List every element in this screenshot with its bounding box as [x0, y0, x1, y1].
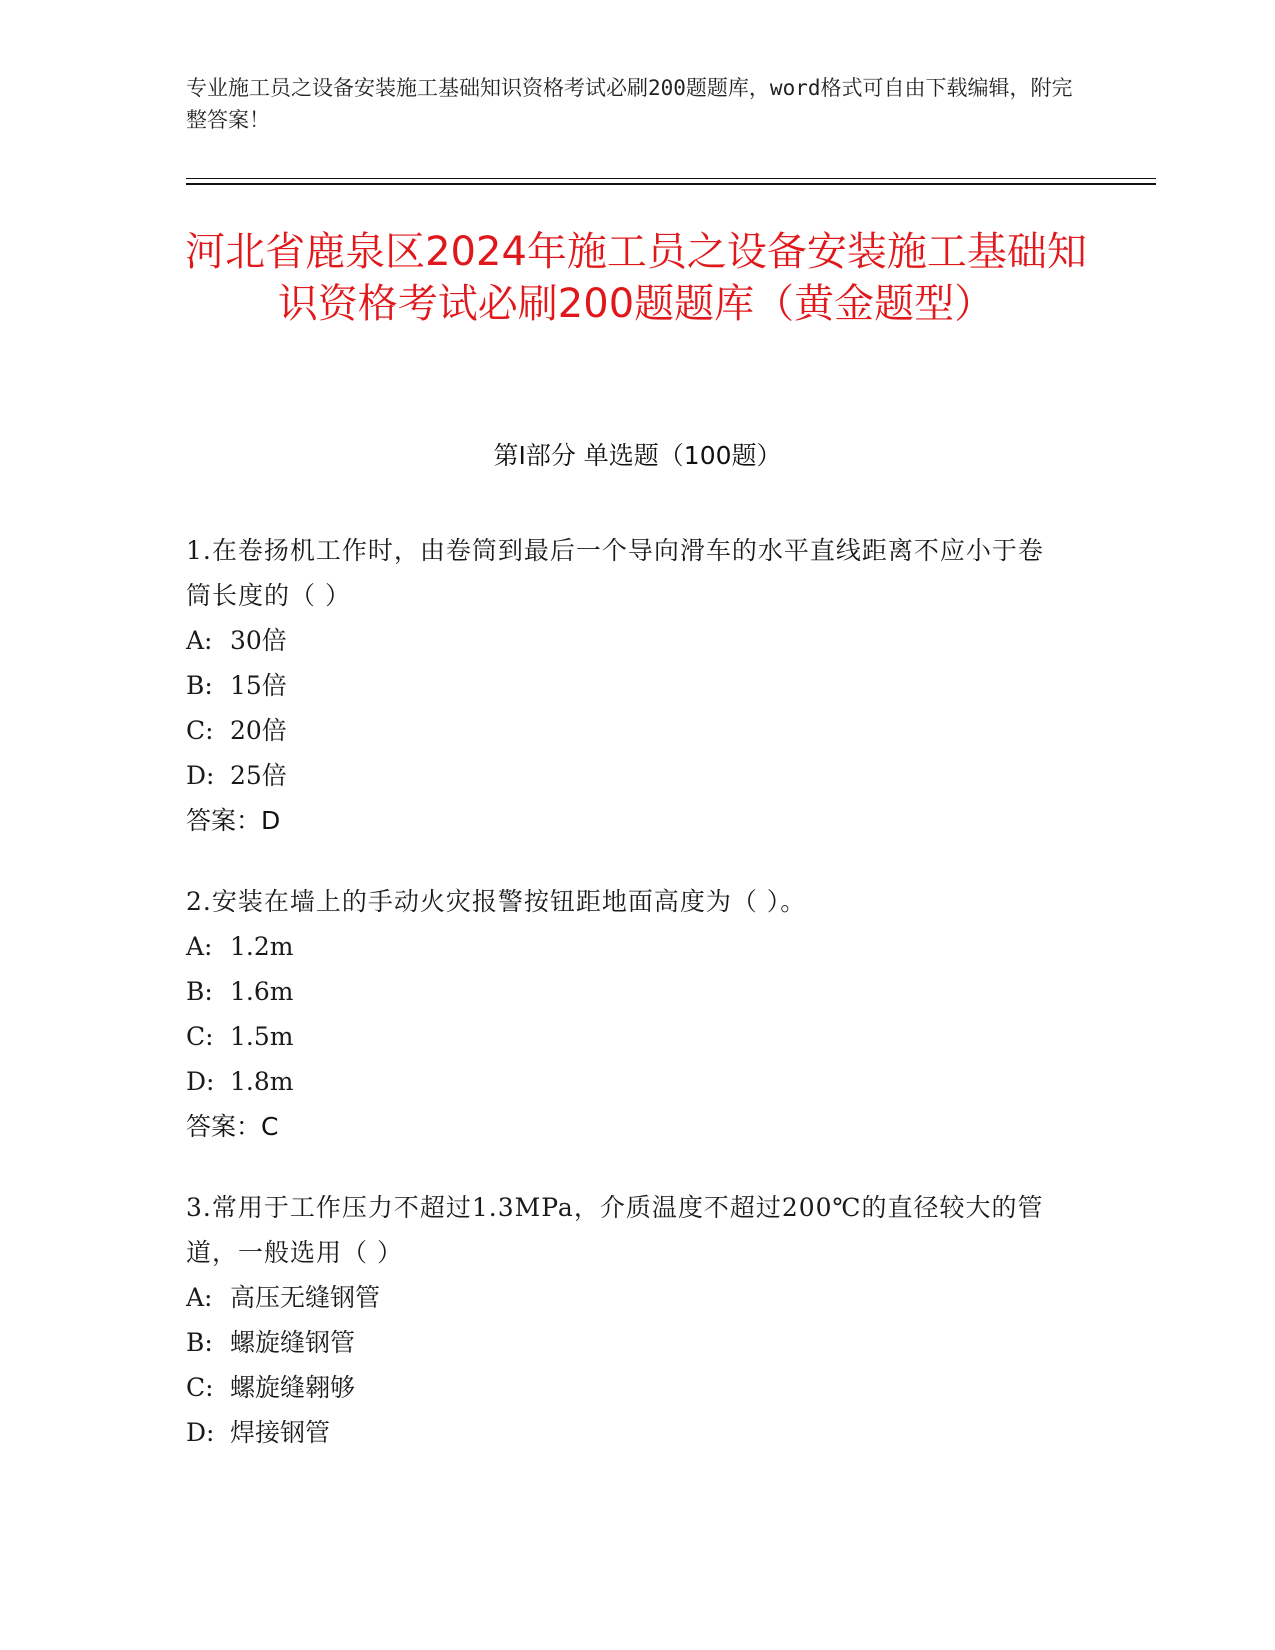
option-d — [186, 1410, 1066, 1455]
question-item — [186, 528, 1066, 843]
option-letter: D: — [186, 1067, 215, 1096]
header-note: 专业施工员之设备安装施工基础知识资格考试必刷200题题库，word格式可自由下载编辑，附完整答案！ — [186, 76, 1073, 132]
option-text: 30倍 — [230, 626, 287, 655]
option-c — [186, 1014, 1066, 1059]
question-list — [186, 528, 1066, 1491]
document-title: 河北省鹿泉区2024年施工员之设备安装施工基础知识资格考试必刷200题题库（黄金题型） — [185, 229, 1087, 327]
question-stem: 3.常用于工作压力不超过1.3MPa，介质温度不超过200℃的直径较大的管道，一般选用（ ） — [186, 1193, 1044, 1267]
option-letter: B: — [186, 1328, 213, 1357]
option-text: 焊接钢管 — [230, 1418, 331, 1447]
option-text: 25倍 — [230, 761, 287, 790]
option-letter: A: — [186, 932, 213, 961]
option-letter: D: — [186, 761, 215, 790]
option-a — [186, 1275, 1066, 1320]
option-text: 20倍 — [230, 716, 287, 745]
option-text: 15倍 — [230, 671, 287, 700]
option-text: 螺旋缝翱够 — [230, 1373, 356, 1402]
option-a — [186, 618, 1066, 663]
option-text: 1.5m — [230, 1022, 294, 1051]
header-divider-thin — [186, 178, 1156, 179]
option-b — [186, 969, 1066, 1014]
option-d — [186, 1059, 1066, 1104]
option-d — [186, 753, 1066, 798]
option-text: 1.8m — [230, 1067, 294, 1096]
header-divider-thick — [186, 183, 1156, 185]
answer-line: 答案：C — [186, 1112, 279, 1141]
option-letter: B: — [186, 671, 213, 700]
option-text: 1.6m — [230, 977, 294, 1006]
answer-line: 答案：D — [186, 806, 281, 835]
option-letter: C: — [186, 1022, 214, 1051]
option-a — [186, 924, 1066, 969]
option-letter: C: — [186, 1373, 214, 1402]
option-letter: D: — [186, 1418, 215, 1447]
option-text: 1.2m — [230, 932, 294, 961]
option-b — [186, 1320, 1066, 1365]
question-item — [186, 879, 1066, 1149]
question-stem: 1.在卷扬机工作时，由卷筒到最后一个导向滑车的水平直线距离不应小于卷筒长度的（ ） — [186, 536, 1044, 610]
option-c — [186, 708, 1066, 753]
option-c — [186, 1365, 1066, 1410]
question-stem: 2.安装在墙上的手动火灾报警按钮距地面高度为（ ）。 — [186, 887, 807, 916]
option-letter: B: — [186, 977, 213, 1006]
option-text: 高压无缝钢管 — [230, 1283, 381, 1312]
option-b — [186, 663, 1066, 708]
option-letter: A: — [186, 1283, 213, 1312]
section-heading: 第I部分 单选题（100题） — [493, 441, 782, 470]
option-text: 螺旋缝钢管 — [230, 1328, 356, 1357]
option-letter: A: — [186, 626, 213, 655]
question-item — [186, 1185, 1066, 1455]
option-letter: C: — [186, 716, 214, 745]
